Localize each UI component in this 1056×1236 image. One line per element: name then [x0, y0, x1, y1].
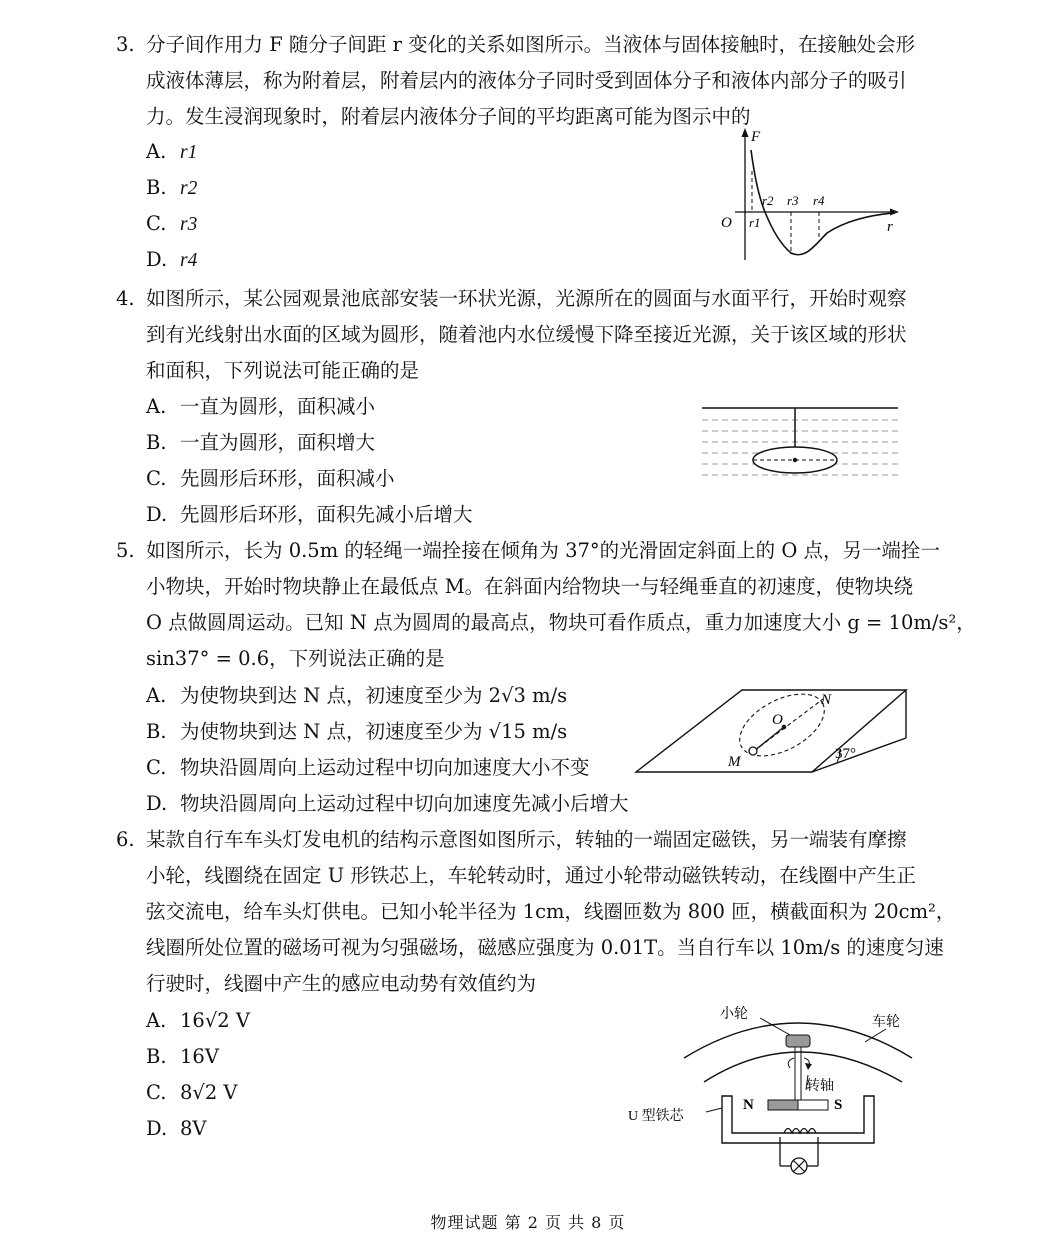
q5-option-b	[146, 719, 567, 745]
q3-option-c	[146, 211, 197, 238]
q6-fig-label-core: U 型铁芯	[628, 1109, 684, 1124]
option-text: 16V	[180, 1045, 219, 1068]
q6-fig-label-wheel: 车轮	[872, 1015, 900, 1030]
option-label: D.	[146, 792, 168, 815]
option-label: B.	[146, 176, 167, 199]
q6-line-5: 行驶时，线圈中产生的感应电动势有效值约为	[146, 972, 537, 995]
option-text: 8V	[180, 1117, 207, 1140]
option-text: r1	[180, 142, 198, 163]
option-text: 物块沿圆周向上运动过程中切向加速度先减小后增大	[180, 792, 629, 815]
q6-line-4: 线圈所处位置的磁场可视为匀强磁场，磁感应强度为 0.01T。当自行车以 10m/s 的速度匀速	[146, 936, 944, 959]
q5-line-3: O 点做圆周运动。已知 N 点为圆周的最高点，物块可看作质点，重力加速度大小 g = 10m/s²，	[146, 611, 976, 634]
option-text: 先圆形后环形，面积减小	[180, 467, 395, 490]
option-text: 8√2 V	[180, 1081, 238, 1104]
q6-fig-label-n: N	[743, 1097, 754, 1113]
option-label: B.	[146, 720, 167, 743]
option-text: 先圆形后环形，面积先减小后增大	[180, 503, 473, 526]
q6-option-c	[146, 1080, 238, 1106]
q4-pool-figure	[700, 400, 900, 485]
q3-option-a	[146, 139, 197, 166]
q3-fig-r2: r2	[762, 193, 774, 208]
option-text: r3	[180, 214, 198, 235]
option-text: 为使物块到达 N 点，初速度至少为 2√3 m/s	[180, 684, 568, 707]
q5-incline-figure	[632, 684, 912, 776]
q3-fig-r1: r1	[749, 215, 761, 230]
q5-line-2: 小物块，开始时物块静止在最低点 M。在斜面内给物块一与轻绳垂直的初速度，使物块绕	[146, 575, 914, 598]
q4-line-3: 和面积，下列说法可能正确的是	[146, 359, 420, 382]
option-text: 为使物块到达 N 点，初速度至少为 √15 m/s	[180, 720, 568, 743]
q5-line-4: sin37° = 0.6，下列说法正确的是	[146, 647, 445, 670]
q4-line-2: 到有光线射出水面的区域为圆形，随着池内水位缓慢下降至接近光源，关于该区域的形状	[146, 323, 907, 346]
q6-dynamo-figure	[622, 998, 922, 1178]
option-label: B.	[146, 1045, 167, 1068]
q4-option-b	[146, 430, 375, 456]
option-label: B.	[146, 431, 167, 454]
q6-fig-label-shaft: 转轴	[806, 1079, 834, 1094]
q6-line-3: 弦交流电，给车头灯供电。已知小轮半径为 1cm，线圈匝数为 800 匝，横截面积为 20cm²，	[146, 900, 956, 923]
option-label: C.	[146, 756, 167, 779]
option-label: A.	[146, 395, 167, 418]
q4-option-c	[146, 466, 395, 492]
option-label: C.	[146, 1081, 167, 1104]
q6-line-1: 某款自行车车头灯发电机的结构示意图如图所示，转轴的一端固定磁铁，另一端装有摩擦	[146, 828, 907, 851]
q3-fig-r4: r4	[813, 193, 825, 208]
q3-line-2: 成液体薄层，称为附着层，附着层内的液体分子同时受到固体分子和液体内部分子的吸引	[146, 69, 907, 92]
q6-fig-label-s: S	[834, 1097, 843, 1113]
q3-force-distance-figure	[715, 125, 905, 265]
q3-option-b	[146, 175, 197, 202]
q6-fig-label-small-wheel: 小轮	[720, 1007, 748, 1022]
q6-option-b	[146, 1044, 219, 1070]
option-text: 16√2 V	[180, 1009, 250, 1032]
q5-fig-label-m: M	[728, 754, 741, 770]
option-label: A.	[146, 140, 167, 163]
q5-fig-label-o: O	[772, 712, 783, 728]
option-label: D.	[146, 503, 168, 526]
q3-line-3: 力。发生浸润现象时，附着层内液体分子间的平均距离可能为图示中的	[146, 105, 751, 128]
q5-fig-label-angle: 37°	[835, 746, 856, 762]
q3-fig-origin: O	[721, 215, 732, 231]
q3-fig-axis-r: r	[887, 219, 893, 235]
q6-option-d	[146, 1116, 207, 1142]
option-label: D.	[146, 248, 168, 271]
q4-option-a	[146, 394, 375, 420]
q3-fig-r3: r3	[787, 193, 799, 208]
option-text: r4	[180, 250, 198, 271]
option-text: 一直为圆形，面积减小	[180, 395, 376, 418]
q6-line-2: 小轮，线圈绕在固定 U 形铁芯上，车轮转动时，通过小轮带动磁铁转动，在线圈中产生正	[146, 864, 916, 887]
option-label: D.	[146, 1117, 168, 1140]
q3-fig-axis-f: F	[751, 129, 761, 145]
option-label: C.	[146, 467, 167, 490]
page-footer: 物理试题 第 2 页 共 8 页	[430, 1213, 626, 1232]
option-text: 物块沿圆周向上运动过程中切向加速度大小不变	[180, 756, 590, 779]
q6-number: 6.	[116, 828, 135, 851]
option-text: 一直为圆形，面积增大	[180, 431, 376, 454]
q5-line-1: 如图所示，长为 0.5m 的轻绳一端拴接在倾角为 37°的光滑固定斜面上的 O 点，另一端拴一	[146, 539, 941, 562]
q5-number: 5.	[116, 539, 135, 562]
q6-option-a	[146, 1008, 250, 1034]
q5-fig-label-n: N	[821, 692, 832, 708]
q3-option-d	[146, 247, 197, 274]
q4-number: 4.	[116, 287, 135, 310]
option-label: C.	[146, 212, 167, 235]
q5-option-c	[146, 755, 590, 781]
q5-option-a	[146, 683, 567, 709]
option-label: A.	[146, 1009, 167, 1032]
q4-line-1: 如图所示，某公园观景池底部安装一环状光源，光源所在的圆面与水面平行，开始时观察	[146, 287, 907, 310]
q3-line-1: 分子间作用力 F 随分子间距 r 变化的关系如图所示。当液体与固体接触时，在接触处会形	[146, 33, 916, 56]
q4-option-d	[146, 502, 473, 528]
option-label: A.	[146, 684, 167, 707]
option-text: r2	[180, 178, 198, 199]
q3-number: 3.	[116, 33, 135, 56]
q5-option-d	[146, 791, 629, 817]
